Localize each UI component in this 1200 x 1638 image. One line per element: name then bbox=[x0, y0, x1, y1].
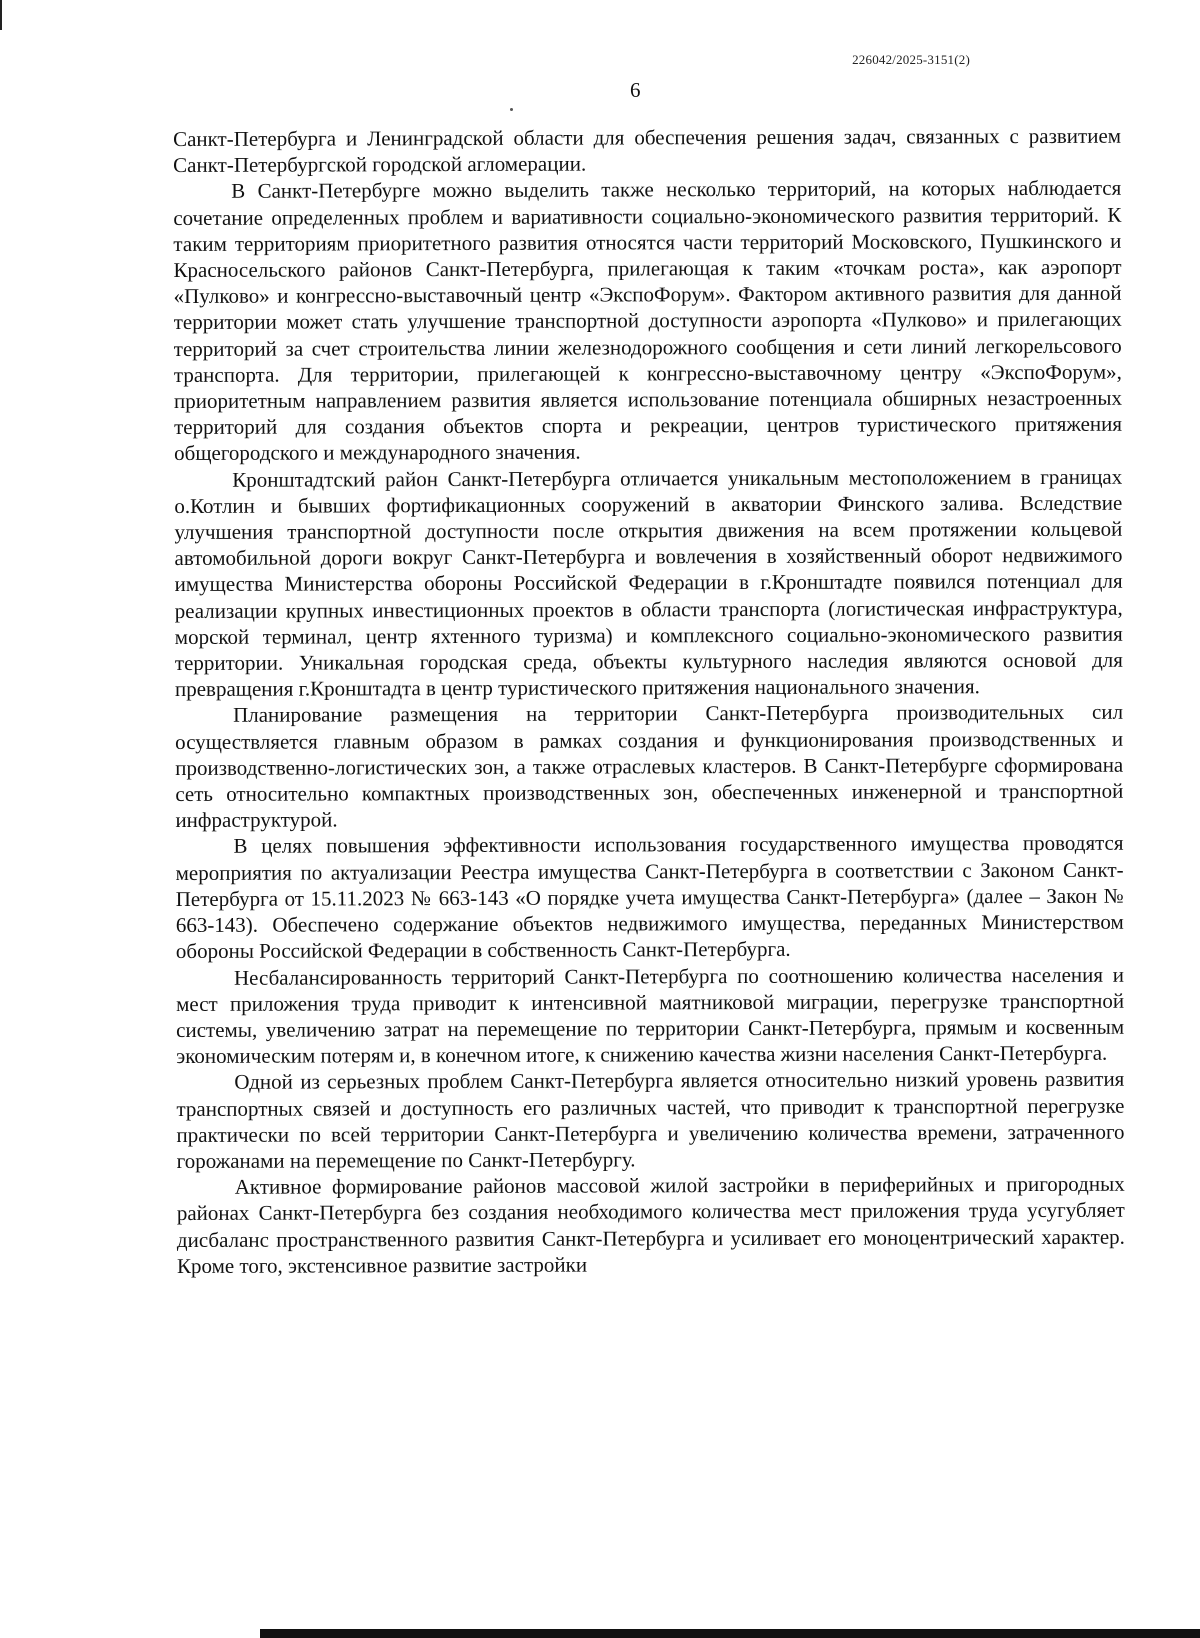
scan-bottom-edge bbox=[260, 1629, 1200, 1638]
paragraph-3: Кронштадтский район Санкт-Петербурга отличается уникальным местоположением в границах о.Котлин и бывших фортификационных сооружений в акватории Финского залива. Вследствие улучшения транспортной доступности после открытия движения на всем протяжении кольцевой автомобильной дороги вокруг Санкт-Петербурга и вовлечения в хозяйственный оборот недвижимого имущества Министерства обороны Российской Федерации в г.Кронштадте появился потенциал для реализации крупных инвестиционных проектов в области транспорта (логистическая инфраструктура, морской терминал, центр яхтенного туризма) и комплексного социально-экономического развития территории. Уникальная городская среда, объекты культурного наследия являются основой для превращения г.Кронштадта в центр туристического притяжения национального значения. bbox=[174, 464, 1123, 702]
paragraph-1: Санкт-Петербурга и Ленинградской области для обеспечения решения задач, связанных с развитием Санкт-Петербургской городской агломерации. bbox=[173, 123, 1122, 178]
paragraph-4: Планирование размещения на территории Санкт-Петербурга производительных сил осуществляется главным образом в рамках создания и функционирования производственных и производственно-логистических зон, а также отраслевых кластеров. В Санкт-Петербурге сформирована сеть относительно компактных производственных зон, обеспеченных инженерной и транспортной инфраструктурой. bbox=[175, 700, 1124, 833]
paragraph-6: Несбалансированность территорий Санкт-Петербурга по соотношению количества населения и мест приложения труда приводит к интенсивной маятниковой миграции, перегрузке транспортной системы, увеличению затрат на перемещение по территории Санкт-Петербурга, прямым и косвенным экономическим потерям и, в конечном итоге, к снижению качества жизни населения Санкт-Петербурга. bbox=[176, 962, 1125, 1069]
paragraph-8: Активное формирование районов массовой жилой застройки в периферийных и пригородных районах Санкт-Петербурга без создания необходимого количества мест приложения труда усугубляет дисбаланс пространственного развития Санкт-Петербурга и усиливает его моноцентрический характер. Кроме того, экстенсивное развитие застройки bbox=[176, 1171, 1125, 1278]
paragraph-7: Одной из серьезных проблем Санкт-Петербурга является относительно низкий уровень развития транспортных связей и доступность его различных частей, что приводит к транспортной перегрузке практически по всей территории Санкт-Петербурга и увеличению количества времени, затраченного горожанами на перемещение по Санкт-Петербургу. bbox=[176, 1066, 1125, 1173]
paragraph-5: В целях повышения эффективности использования государственного имущества проводятся мероприятия по актуализации Реестра имущества Санкт-Петербурга в соответствии с Законом Санкт-Петербурга от 15.11.2023 № 663-143 «О порядке учета имущества Санкт-Петербурга» (далее – Закон № 663-143). Обеспечено содержание объектов недвижимого имущества, переданных Министерством обороны Российской Федерации в собственность Санкт-Петербурга. bbox=[175, 831, 1124, 964]
page-number: 6 bbox=[630, 78, 641, 102]
scan-speck bbox=[510, 108, 513, 111]
document-body bbox=[173, 123, 1125, 1279]
paragraph-2: В Санкт-Петербурге можно выделить также несколько территорий, на которых наблюдается сочетание определенных проблем и вариативности социально-экономического развития территорий. К таким территориям приоритетного развития относятся части территорий Московского, Пушкинского и Красносельского районов Санкт-Петербурга, прилегающая к таким «точкам роста», как аэропорт «Пулково» и конгрессно-выставочный центр «ЭкспоФорум». Фактором активного развития для данной территории может стать улучшение транспортной доступности аэропорта «Пулково» и прилегающих территорий за счет строительства линии железнодорожного сообщения и сети линий легкорельсового транспорта. Для территории, прилегающей к конгрессно-выставочному центру «ЭкспоФорум», приоритетным направлением развития является использование потенциала обширных незастроенных территорий для создания объектов спорта и рекреации, центров туристического притяжения общегородского и международного значения. bbox=[173, 176, 1123, 466]
document-number: 226042/2025-3151(2) bbox=[852, 52, 970, 67]
scan-edge-mark bbox=[0, 0, 2, 30]
